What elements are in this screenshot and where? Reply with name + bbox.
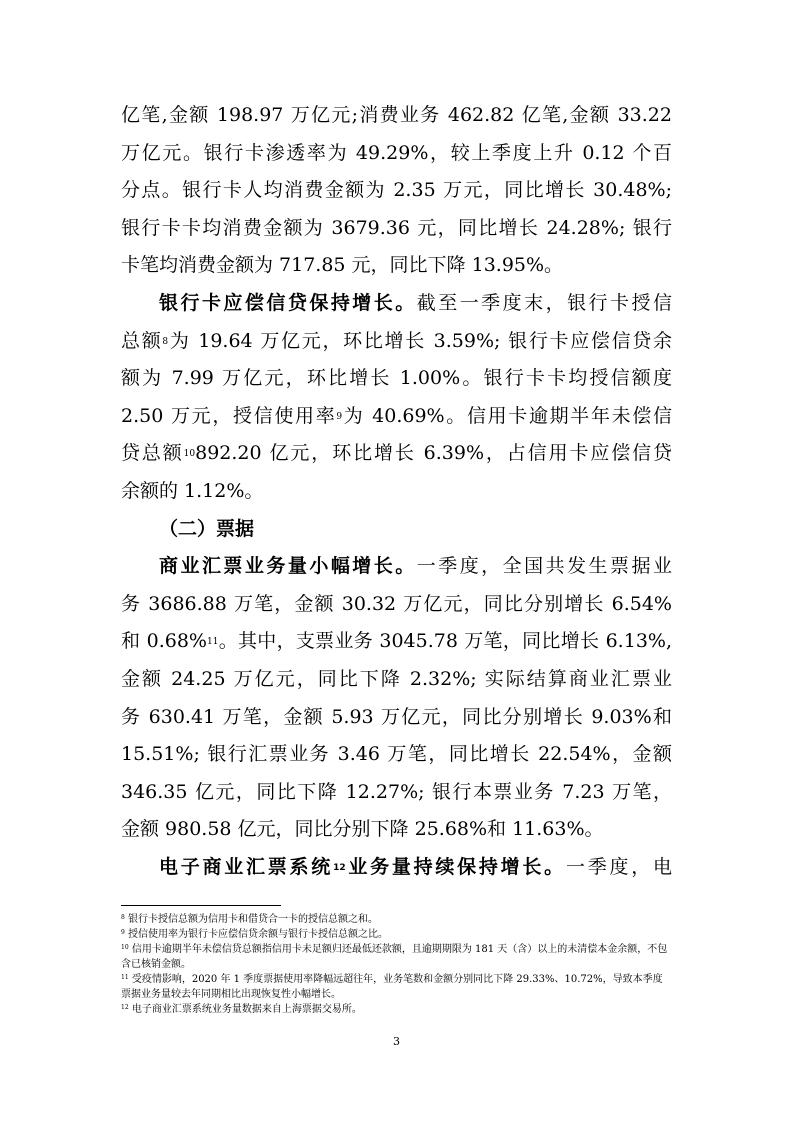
- p3-line-3-b: 。其中，支票业务 3045.78 万笔，同比增长 6.13%,: [218, 630, 672, 653]
- p2-line-4-a: 2.50 万元，授信使用率: [121, 404, 337, 427]
- footnote-text: 授信使用率为银行卡应偿信贷余额与银行卡授信总额之比。: [128, 929, 389, 940]
- p2-line-4: [121, 398, 672, 436]
- p3-line-1-rest: 一季度，全国共发生票据业: [416, 555, 672, 578]
- p3-line-5: 务 630.41 万笔，金额 5.93 万亿元，同比分别增长 9.03%和: [121, 705, 672, 728]
- p3-line-1: [121, 548, 672, 586]
- p2-line-5: [121, 435, 672, 473]
- footnote-ref-12: 12: [333, 862, 346, 873]
- p1-line-2: 万亿元。银行卡渗透率为 49.29%，较上季度上升 0.12 个百: [121, 141, 672, 164]
- p2-line-2-b: 为 19.64 万亿元，环比增长 3.59%; 银行卡应偿信贷余: [168, 329, 672, 352]
- p2-line-1-rest: 截至一季度末，银行卡授信: [416, 291, 672, 314]
- p3-line-2: 务 3686.88 万笔，金额 30.32 万亿元，同比分别增长 6.54%: [121, 592, 672, 615]
- footnote-text: 受疫情影响，2020 年 1 季度票据使用率降幅远超往年，业务笔数和金额分别同比下降 29.33%、10.72%，导致本季度票据业务量较去年同期相比出现恢复性小幅增长。: [121, 974, 663, 1000]
- p2-line-1: [121, 285, 672, 323]
- footnote-separator: [121, 905, 281, 906]
- p2-line-2-a: 总额: [121, 329, 163, 352]
- footnote-12: [121, 1002, 672, 1017]
- page-number: 3: [393, 1035, 400, 1048]
- p2-line-4-b: 为 40.69%。信用卡逾期半年未偿信: [342, 404, 672, 427]
- p1-line-4: 银行卡卡均消费金额为 3679.36 元，同比增长 24.28%; 银行: [121, 216, 672, 239]
- footnotes: [121, 912, 672, 1017]
- footnote-number: 12: [121, 1004, 129, 1011]
- footnote-10: [121, 942, 672, 972]
- body-text: [121, 97, 672, 886]
- p4-line-1: [121, 849, 672, 887]
- p2-line-6: 余额的 1.12%。: [121, 479, 264, 502]
- p3-lead-heading: 商业汇票业务量小幅增长。: [159, 555, 417, 578]
- p2-line-3: 额为 7.99 万亿元，环比增长 1.00%。银行卡卡均授信额度: [121, 367, 672, 390]
- p2-line-5-a: 贷总额: [121, 442, 184, 465]
- p2-line-5-b: 892.20 亿元，环比增长 6.39%，占信用卡应偿信贷: [195, 442, 672, 465]
- p3-line-3: [121, 623, 672, 661]
- p3-line-6: 15.51%; 银行汇票业务 3.46 万笔，同比增长 22.54%，金额: [121, 743, 672, 766]
- p1-line-3: 分点。银行卡人均消费金额为 2.35 万元，同比增长 30.48%;: [121, 179, 672, 202]
- footnote-8: [121, 912, 672, 927]
- footnote-ref-9: 9: [336, 411, 343, 422]
- footnote-text: 信用卡逾期半年未偿信贷总额指信用卡未足额归还最低还款额，且逾期期限为 181 天（含）以上的未清偿本金余额，不包含已核销金额。: [121, 944, 668, 970]
- footnote-number: 8: [121, 914, 125, 921]
- p4-line-1-rest: 一季度，电: [565, 855, 672, 878]
- footnote-ref-11: 11: [206, 637, 219, 648]
- p3-line-8: 金额 980.58 亿元，同比分别下降 25.68%和 11.63%。: [121, 818, 604, 841]
- footnote-number: 9: [121, 929, 125, 936]
- p4-lead-heading-b: 业务量持续保持增长。: [345, 855, 566, 878]
- p1-line-5: 卡笔均消费金额为 717.85 元，同比下降 13.95%。: [121, 254, 564, 277]
- p3-line-3-a: 和 0.68%: [121, 630, 207, 653]
- footnote-11: [121, 972, 672, 1002]
- p3-line-4: 金额 24.25 万亿元，同比下降 2.32%; 实际结算商业汇票业: [121, 667, 672, 690]
- footnote-ref-8: 8: [162, 336, 169, 347]
- footnote-text: 电子商业汇票系统业务量数据来自上海票据交易所。: [131, 1004, 362, 1015]
- p2-line-2: [121, 323, 672, 361]
- footnote-number: 10: [121, 944, 129, 951]
- p3-line-7: 346.35 亿元，同比下降 12.27%; 银行本票业务 7.23 万笔，: [121, 780, 672, 803]
- footnote-ref-10: 10: [183, 449, 196, 460]
- footnote-9: [121, 927, 672, 942]
- p4-lead-heading-a: 电子商业汇票系统: [159, 855, 334, 878]
- section-heading: （二）票据: [159, 517, 255, 540]
- footnote-number: 11: [121, 974, 129, 981]
- p2-lead-heading: 银行卡应偿信贷保持增长。: [159, 291, 417, 314]
- p1-line-1: 亿笔,金额 198.97 万亿元;消费业务 462.82 亿笔,金额 33.22: [121, 104, 672, 126]
- footnote-text: 银行卡授信总额为信用卡和借贷合一卡的授信总额之和。: [128, 914, 379, 925]
